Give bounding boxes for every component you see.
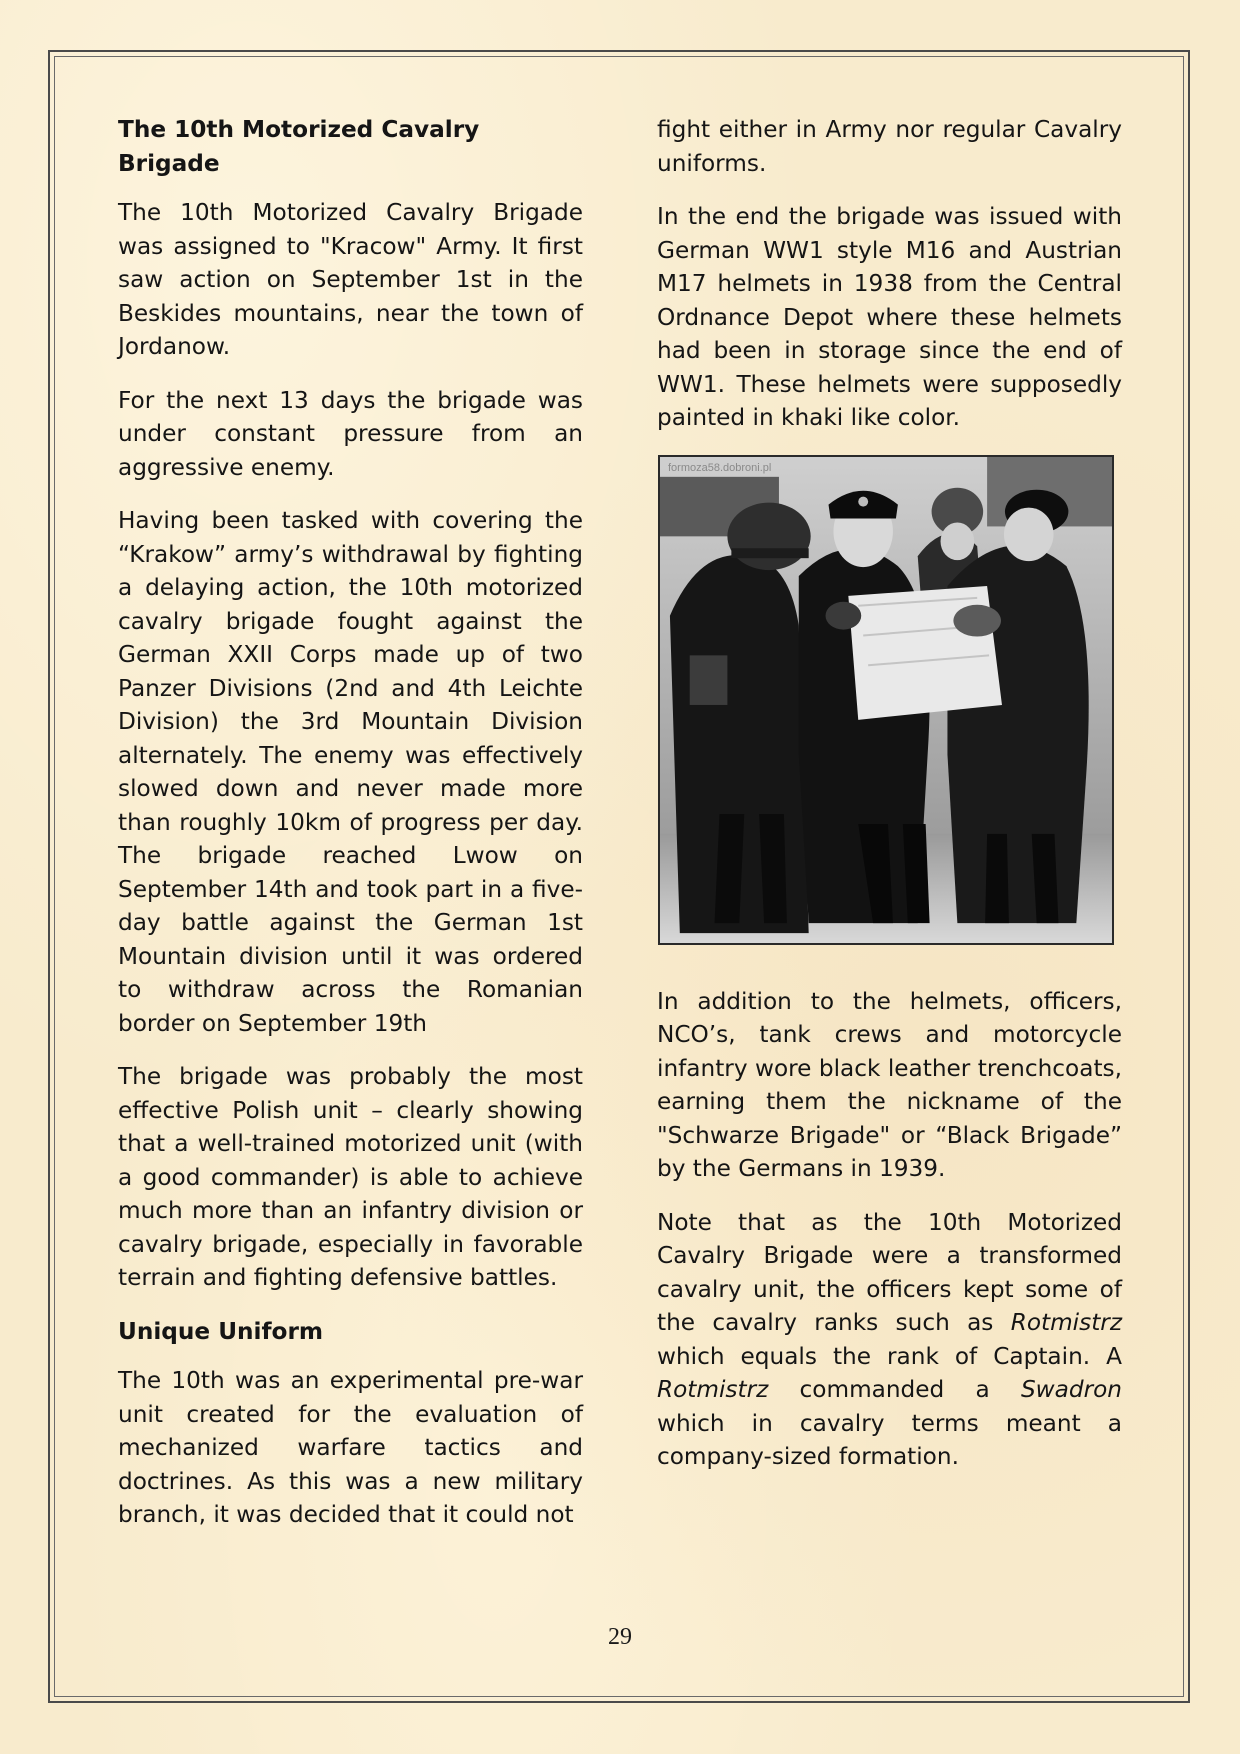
paragraph-experimental-unit: The 10th was an experimental pre-war unit created for the evaluation of mechanized warfare tactics and doctrines. As this was a new military branch, it was decided that it could not bbox=[118, 1367, 583, 1528]
section-heading-uniform: Unique Uniform bbox=[118, 1317, 324, 1345]
photo-watermark: formoza58.dobroni.pl bbox=[668, 461, 772, 474]
ranks-text-3: commanded a bbox=[768, 1376, 1021, 1403]
paragraph-assignment: The 10th Motorized Cavalry Brigade was assigned to "Kracow" Army. It first saw action on September 1st in the Beskides mountains, near the town of Jordanow. bbox=[118, 199, 583, 360]
paragraph-trenchcoats: In addition to the helmets, officers, NCO’s, tank crews and motorcycle infantry wore black leather trenchcoats, earning them the nickname of the "Schwarze Brigade" or “Black Brigade” by the Germans in 1939. bbox=[657, 987, 1122, 1182]
term-rotmistrz: Rotmistrz bbox=[1010, 1309, 1122, 1336]
paragraph-ranks bbox=[657, 1206, 1122, 1474]
officers-photo-illustration bbox=[660, 457, 1112, 943]
paragraph-pressure: For the next 13 days the brigade was under constant pressure from an aggressive enemy. bbox=[118, 386, 583, 481]
paragraph-effectiveness: The brigade was probably the most effective Polish unit – clearly showing that a well-trained motorized unit (with a good commander) is able to achieve much more than an infantry division or cavalry brigade, especially in favorable terrain and fighting defensive battles. bbox=[118, 1063, 583, 1291]
left-column bbox=[118, 113, 583, 1552]
term-swadron: Swadron bbox=[1020, 1376, 1122, 1403]
paragraph-withdrawal: Having been tasked with covering the “Krakow” army’s withdrawal by fighting a delaying action, the 10th motorized cavalry brigade fought against the German XXII Corps made up of two Panzer Divisions (2nd and 4th Leichte Division) the 3rd Mountain Division alternately. The enemy was effectively slowed down and never made more than roughly 10km of progress per day. The brigade reached Lwow on September 14th and took part in a five-day battle against the German 1st Mountain division until it was ordered to withdraw across the Romanian border on September 19th bbox=[118, 507, 583, 1037]
paragraph-helmets: In the end the brigade was issued with German WW1 style M16 and Austrian M17 helmets in 1938 from the Central Ordnance Depot where these helmets had been in storage since the end of WW1. These helmets were supposedly painted in khaki like color. bbox=[657, 203, 1122, 431]
ranks-text-1: Note that as the 10th Motorized Cavalry Brigade were a transformed cavalry unit, the officers kept some of the cavalry ranks such as bbox=[657, 1208, 1122, 1336]
term-rotmistrz-2: Rotmistrz bbox=[657, 1376, 769, 1403]
section-heading-brigade: The 10th Motorized Cavalry Brigade bbox=[118, 116, 480, 177]
right-column bbox=[657, 113, 1122, 1494]
paragraph-uniforms-continued: fight either in Army nor regular Cavalry uniforms. bbox=[657, 116, 1122, 177]
ranks-text-4: which in cavalry terms meant a company-sized formation. bbox=[657, 1409, 1122, 1470]
page-number: 29 bbox=[608, 1624, 632, 1650]
ranks-text-2: which equals the rank of Captain. A bbox=[657, 1342, 1122, 1370]
officers-photo bbox=[658, 455, 1114, 945]
